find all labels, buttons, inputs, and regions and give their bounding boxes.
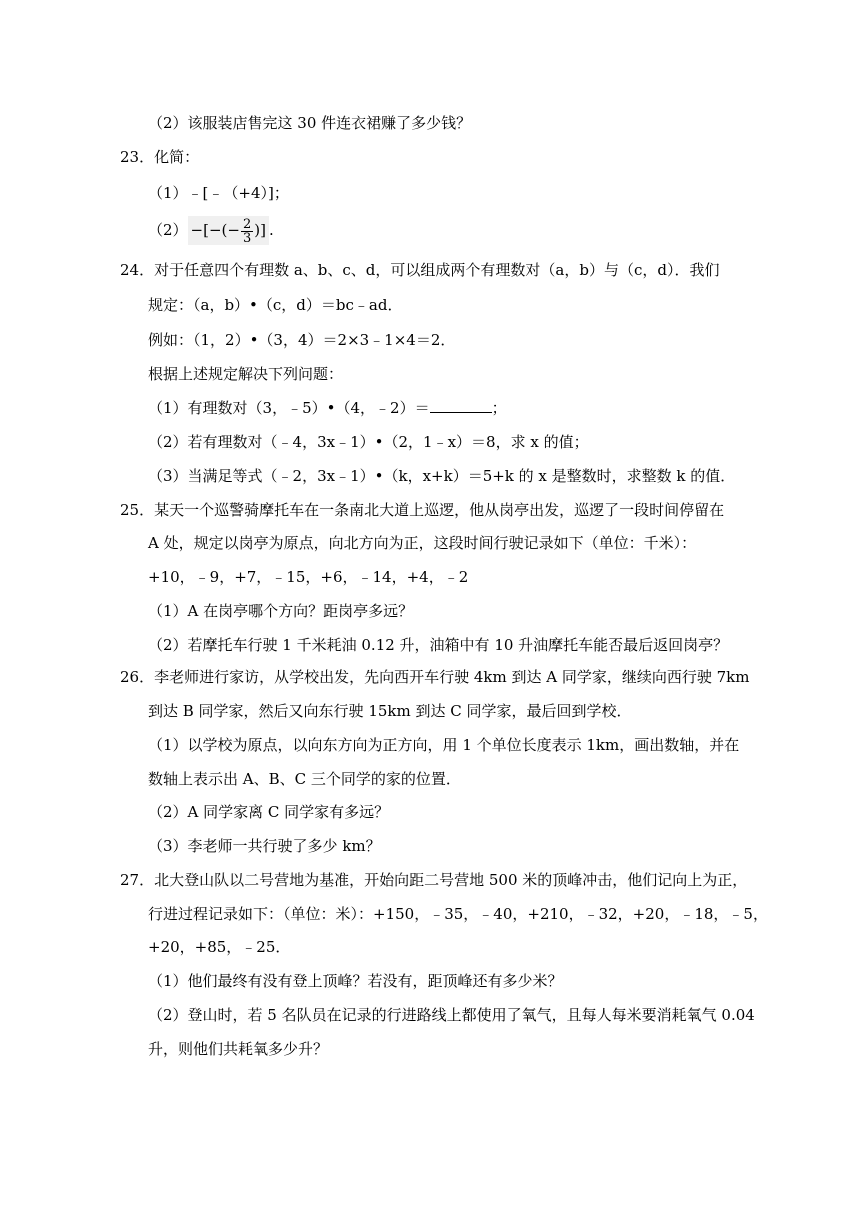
- q22-part2: （2）该服装店售完这 30 件连衣裙赚了多少钱？: [148, 114, 472, 132]
- q27-line3: +20，+85，﹣25．: [148, 938, 291, 956]
- q23-part2-prefix: （2）: [148, 221, 188, 239]
- q26-part2: （2）A 同学家离 C 同学家有多远？: [148, 803, 390, 821]
- q24-part1-text: （1）有理数对（3，﹣5）•（4，﹣2）＝: [148, 399, 430, 417]
- q23-part1: （1）﹣[﹣（+4）]；: [148, 184, 289, 202]
- q24-part2: （2）若有理数对（﹣4，3x﹣1）•（2，1﹣x）＝8，求 x 的值；: [148, 433, 589, 451]
- q25-part2: （2）若摩托车行驶 1 千米耗油 0.12 升，油箱中有 10 升油摩托车能否最后返回岗亭？: [148, 636, 729, 654]
- fraction-denominator: 3: [242, 230, 252, 246]
- expr-left: −[−(−: [190, 221, 240, 239]
- fraction: [241, 218, 253, 245]
- q24-part1-end: ；: [491, 399, 507, 417]
- answer-blank[interactable]: [430, 398, 492, 413]
- q23-part2: [148, 216, 274, 245]
- q24-line1: 24．对于任意四个有理数 a、b、c、d，可以组成两个有理数对（a，b）与（c，d）．我们: [120, 261, 720, 279]
- q27-part1: （1）他们最终有没有登上顶峰？若没有，距顶峰还有多少米？: [148, 972, 563, 990]
- q24-example: 例如：（1，2）•（3，4）＝2×3﹣1×4＝2．: [148, 331, 456, 349]
- q27-part2-line2: 升，则他们共耗氧多少升？: [148, 1040, 329, 1058]
- fraction-numerator: 2: [242, 216, 252, 232]
- q26-line2: 到达 B 同学家，然后又向东行驶 15km 到达 C 同学家，最后回到学校．: [148, 702, 632, 720]
- q25-line1: 25．某天一个巡警骑摩托车在一条南北大道上巡逻，他从岗亭出发，巡逻了一段时间停留在: [120, 501, 725, 519]
- q25-records: +10，﹣9，+7，﹣15，+6，﹣14，+4，﹣2: [148, 568, 469, 586]
- q24-line2: 规定：（a，b）•（c，d）＝bc﹣ad．: [148, 296, 403, 314]
- expr-right: )]: [254, 221, 266, 239]
- q27-part2-line1: （2）登山时，若 5 名队员在记录的行进路线上都使用了氧气，且每人每米要消耗氧气 0.04: [148, 1006, 755, 1024]
- q26-line1: 26．李老师进行家访，从学校出发，先向西开车行驶 4km 到达 A 同学家，继续向西行驶 7km: [120, 668, 750, 686]
- q24-part1: [148, 398, 507, 418]
- q23-part2-end: .: [268, 221, 274, 239]
- q25-part1: （1）A 在岗亭哪个方向？距岗亭多远？: [148, 602, 414, 620]
- q25-line2: A 处，规定以岗亭为原点，向北方向为正，这段时间行驶记录如下（单位：千米）：: [148, 534, 697, 552]
- q24-instruction: 根据上述规定解决下列问题：: [148, 365, 344, 383]
- q27-line2: 行进过程记录如下：（单位：米）：+150，﹣35，﹣40，+210，﹣32，+20，﹣18，﹣5，: [148, 905, 768, 923]
- q23-title: 23．化简：: [120, 148, 200, 166]
- q23-part2-expression: [188, 216, 269, 245]
- q26-part3: （3）李老师一共行驶了多少 km？: [148, 837, 381, 855]
- q26-part1-line2: 数轴上表示出 A、B、C 三个同学的家的位置．: [148, 770, 461, 788]
- q26-part1-line1: （1）以学校为原点，以向东方向为正方向，用 1 个单位长度表示 1km，画出数轴，并在: [148, 736, 740, 754]
- q27-line1: 27．北大登山队以二号营地为基准，开始向距二号营地 500 米的顶峰冲击，他们记向上为正，: [120, 871, 748, 889]
- q24-part3: （3）当满足等式（﹣2，3x﹣1）•（k，x+k）＝5+k 的 x 是整数时，求整数 k 的值．: [148, 467, 736, 485]
